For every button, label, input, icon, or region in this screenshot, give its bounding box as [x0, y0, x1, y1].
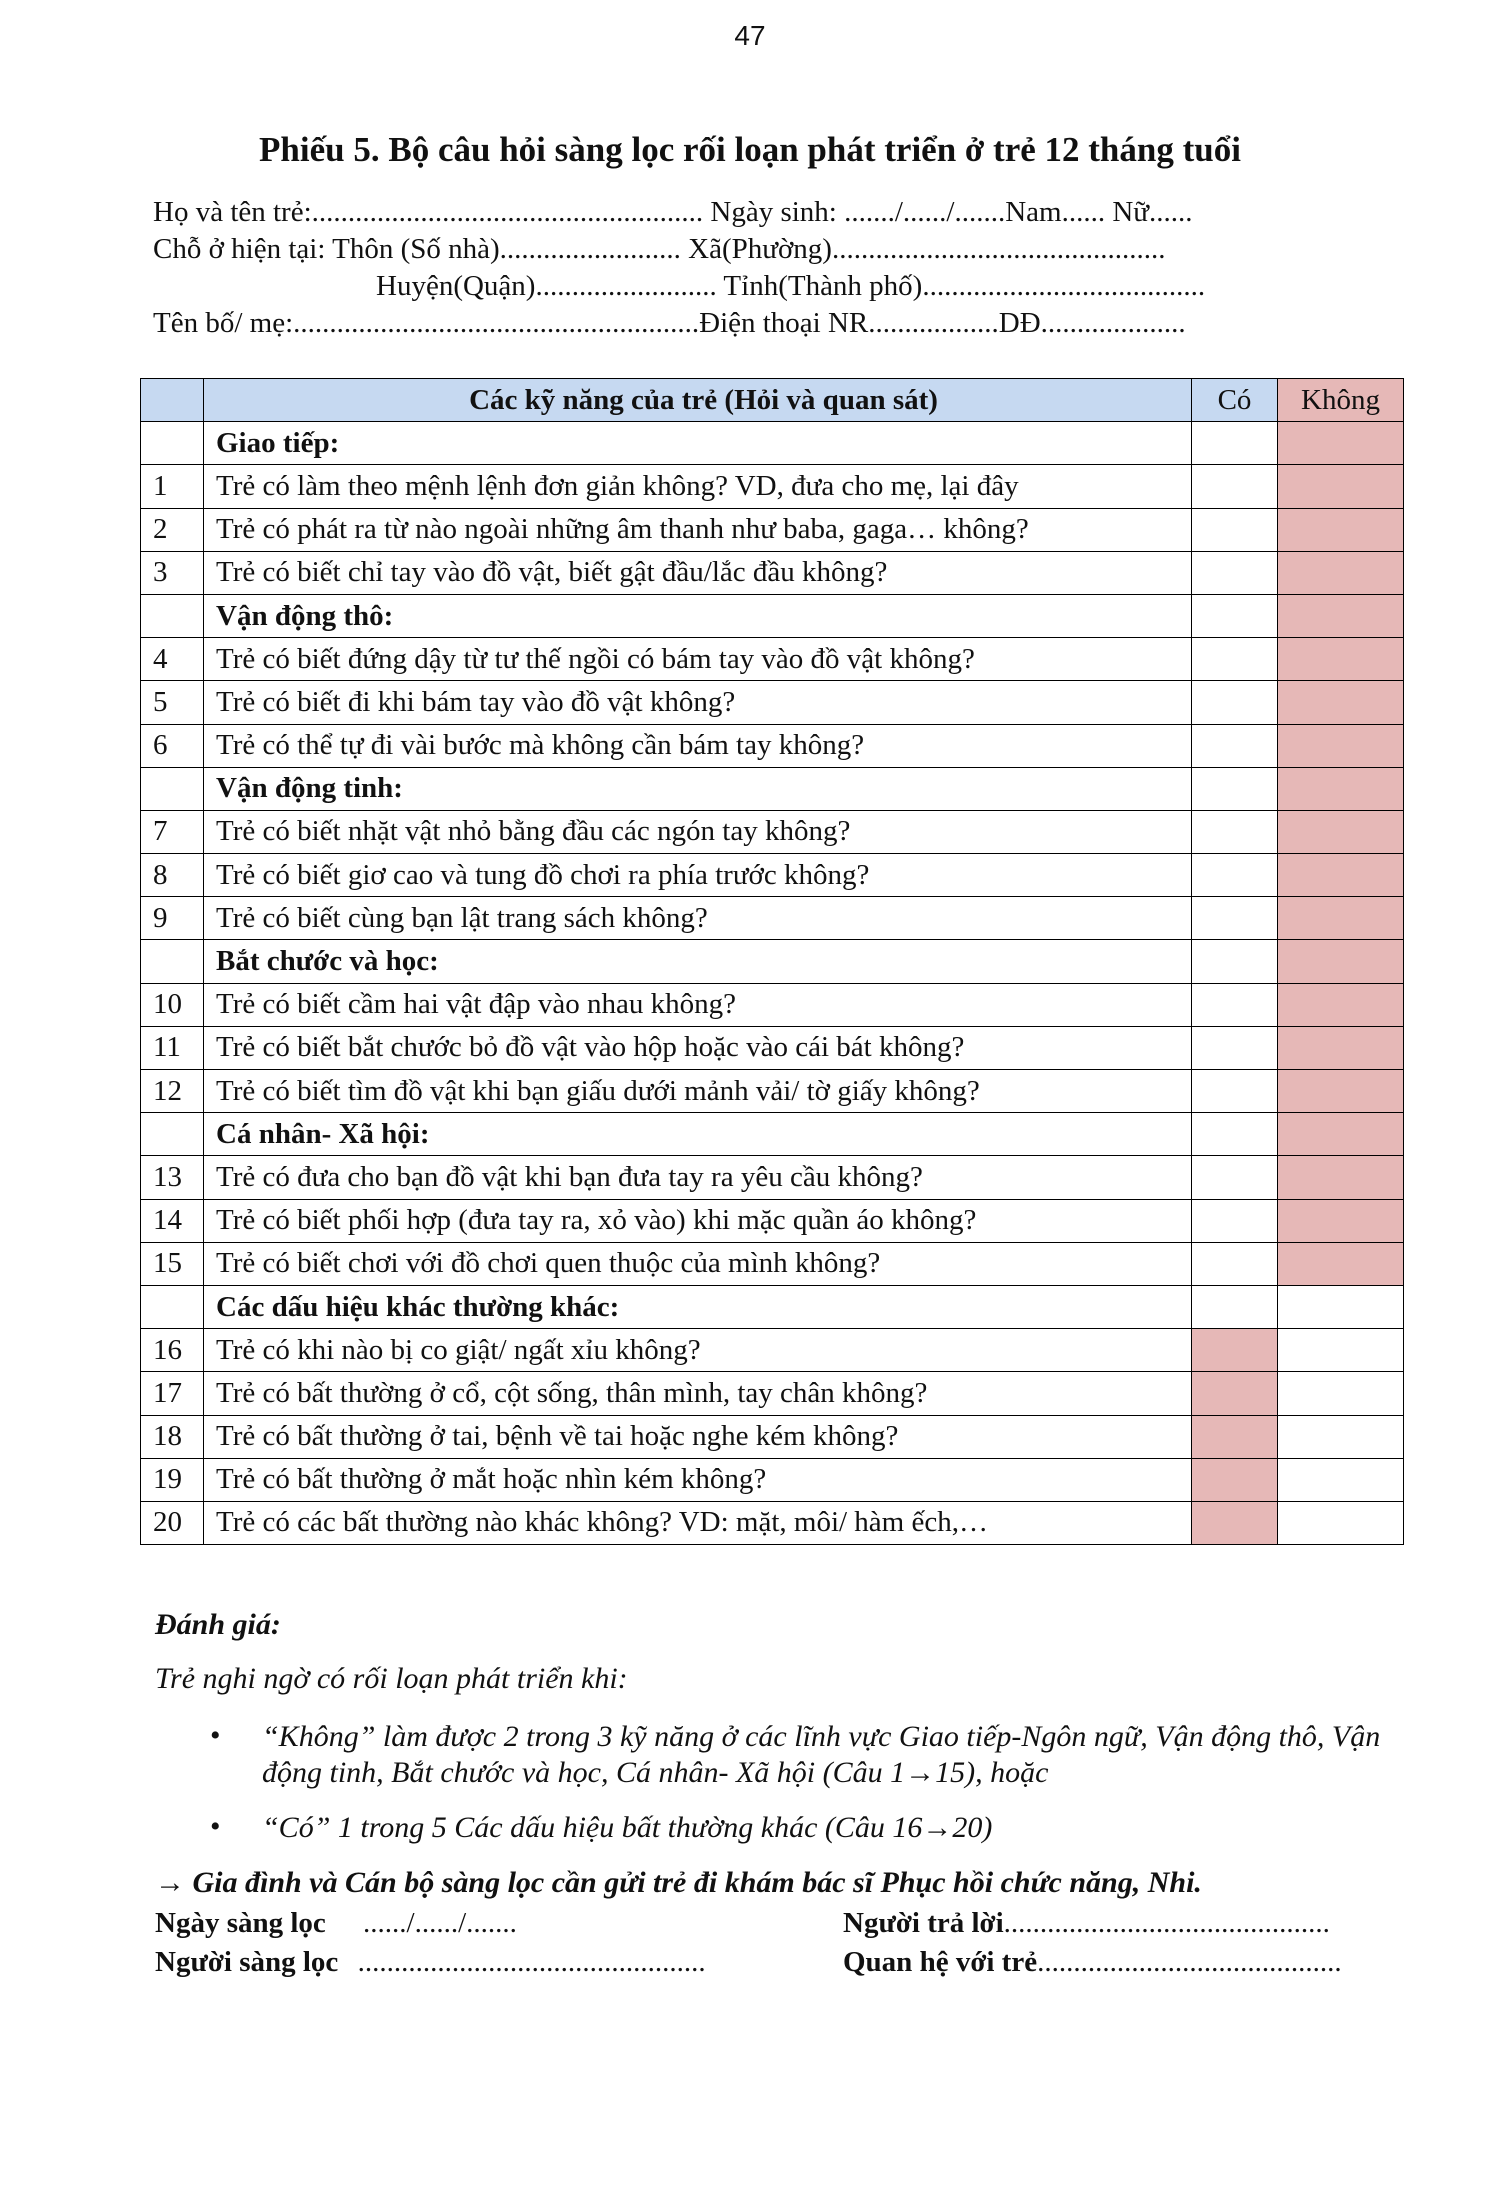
evaluation-criterion-2: “Có” 1 trong 5 Các dấu hiệu bất thường khác (Câu 16→20)	[262, 1811, 993, 1844]
question-number: 2	[141, 508, 204, 551]
question-number: 18	[141, 1415, 204, 1458]
answer-yes-cell[interactable]	[1192, 1501, 1278, 1544]
question-text: Trẻ có biết phối hợp (đưa tay ra, xỏ vào) khi mặc quần áo không?	[204, 1199, 1192, 1242]
answer-yes-cell[interactable]	[1192, 422, 1278, 465]
answer-yes-cell[interactable]	[1192, 897, 1278, 940]
question-number: 6	[141, 724, 204, 767]
question-text: Trẻ có biết chỉ tay vào đồ vật, biết gật đầu/lắc đầu không?	[204, 551, 1192, 594]
table-row	[141, 681, 1404, 724]
question-text: Trẻ có biết đi khi bám tay vào đồ vật không?	[204, 681, 1192, 724]
category-row	[141, 1285, 1404, 1328]
table-row	[141, 1415, 1404, 1458]
table-body	[141, 422, 1404, 1545]
answer-no-cell[interactable]	[1278, 940, 1404, 983]
answer-yes-cell[interactable]	[1192, 594, 1278, 637]
category-label: Vận động thô:	[204, 594, 1192, 637]
question-number: 9	[141, 897, 204, 940]
question-text: Trẻ có biết bắt chước bỏ đồ vật vào hộp hoặc vào cái bát không?	[204, 1026, 1192, 1069]
answer-no-cell[interactable]	[1278, 1458, 1404, 1501]
answer-no-cell[interactable]	[1278, 1026, 1404, 1069]
question-text: Trẻ có bất thường ở cổ, cột sống, thân mình, tay chân không?	[204, 1372, 1192, 1415]
screener-label: Người sàng lọc	[155, 1946, 339, 1978]
category-label: Bắt chước và học:	[204, 940, 1192, 983]
referral-conclusion: → Gia đình và Cán bộ sàng lọc cần gửi trẻ đi khám bác sĩ Phục hồi chức năng, Nhi.	[155, 1866, 1202, 1899]
question-text: Trẻ có biết tìm đồ vật khi bạn giấu dưới mảnh vải/ tờ giấy không?	[204, 1070, 1192, 1113]
table-row	[141, 1026, 1404, 1069]
category-row	[141, 1113, 1404, 1156]
answer-yes-cell[interactable]	[1192, 1458, 1278, 1501]
relation-label: Quan hệ với trẻ	[843, 1946, 1038, 1978]
category-number-cell	[141, 767, 204, 810]
answer-no-cell[interactable]	[1278, 1415, 1404, 1458]
question-text: Trẻ có phát ra từ nào ngoài những âm thanh như baba, gaga… không?	[204, 508, 1192, 551]
evaluation-heading: Đánh giá:	[155, 1608, 281, 1641]
question-number: 1	[141, 465, 204, 508]
answer-no-cell[interactable]	[1278, 1070, 1404, 1113]
category-row	[141, 594, 1404, 637]
table-row	[141, 638, 1404, 681]
question-text: Trẻ có đưa cho bạn đồ vật khi bạn đưa tay ra yêu cầu không?	[204, 1156, 1192, 1199]
answer-yes-cell[interactable]	[1192, 767, 1278, 810]
question-number: 3	[141, 551, 204, 594]
answer-no-cell[interactable]	[1278, 508, 1404, 551]
question-number: 4	[141, 638, 204, 681]
answer-no-cell[interactable]	[1278, 465, 1404, 508]
parent-line: Tên bố/ mẹ:........................................................Điện thoại NR..................DĐ....................	[153, 307, 1186, 339]
answer-yes-cell[interactable]	[1192, 1372, 1278, 1415]
answer-yes-cell[interactable]	[1192, 1070, 1278, 1113]
table-row	[141, 897, 1404, 940]
answer-yes-cell[interactable]	[1192, 681, 1278, 724]
category-label: Cá nhân- Xã hội:	[204, 1113, 1192, 1156]
question-number: 14	[141, 1199, 204, 1242]
respondent-value[interactable]: .............................................	[1003, 1907, 1330, 1939]
answer-yes-cell[interactable]	[1192, 940, 1278, 983]
category-row	[141, 422, 1404, 465]
bullet-dot: •	[210, 1719, 221, 1752]
answer-yes-cell[interactable]	[1192, 983, 1278, 1026]
answer-yes-cell[interactable]	[1192, 724, 1278, 767]
answer-no-cell[interactable]	[1278, 1285, 1404, 1328]
question-number: 19	[141, 1458, 204, 1501]
header-number-cell	[141, 379, 204, 422]
answer-yes-cell[interactable]	[1192, 1285, 1278, 1328]
answer-yes-cell[interactable]	[1192, 854, 1278, 897]
answer-yes-cell[interactable]	[1192, 1242, 1278, 1285]
screen-date-label: Ngày sàng lọc	[155, 1907, 326, 1939]
question-text: Trẻ có bất thường ở mắt hoặc nhìn kém không?	[204, 1458, 1192, 1501]
table-row	[141, 1199, 1404, 1242]
answer-yes-cell[interactable]	[1192, 810, 1278, 853]
answer-yes-cell[interactable]	[1192, 465, 1278, 508]
category-label: Giao tiếp:	[204, 422, 1192, 465]
table-row	[141, 465, 1404, 508]
answer-yes-cell[interactable]	[1192, 1026, 1278, 1069]
screener-field	[155, 1946, 706, 1979]
table-header	[141, 379, 1404, 422]
question-number: 20	[141, 1501, 204, 1544]
question-number: 11	[141, 1026, 204, 1069]
question-number: 15	[141, 1242, 204, 1285]
category-label: Vận động tinh:	[204, 767, 1192, 810]
answer-no-cell[interactable]	[1278, 1329, 1404, 1372]
question-text: Trẻ có bất thường ở tai, bệnh về tai hoặc nghe kém không?	[204, 1415, 1192, 1458]
answer-no-cell[interactable]	[1278, 681, 1404, 724]
category-number-cell	[141, 594, 204, 637]
category-row	[141, 767, 1404, 810]
category-row	[141, 940, 1404, 983]
table-row	[141, 1329, 1404, 1372]
form-title: Phiếu 5. Bộ câu hỏi sàng lọc rối loạn phát triển ở trẻ 12 tháng tuổi	[259, 130, 1241, 169]
screen-date-field	[155, 1907, 517, 1940]
table-row	[141, 983, 1404, 1026]
answer-yes-cell[interactable]	[1192, 1329, 1278, 1372]
answer-no-cell[interactable]	[1278, 854, 1404, 897]
question-text: Trẻ có biết đứng dậy từ tư thế ngồi có bám tay vào đồ vật không?	[204, 638, 1192, 681]
question-number: 17	[141, 1372, 204, 1415]
answer-yes-cell[interactable]	[1192, 1415, 1278, 1458]
table-row	[141, 810, 1404, 853]
question-number: 7	[141, 810, 204, 853]
respondent-field	[843, 1907, 1330, 1940]
question-number: 16	[141, 1329, 204, 1372]
category-number-cell	[141, 1113, 204, 1156]
answer-no-cell[interactable]	[1278, 724, 1404, 767]
answer-no-cell[interactable]	[1278, 767, 1404, 810]
table-row	[141, 1156, 1404, 1199]
table-row	[141, 1242, 1404, 1285]
question-number: 10	[141, 983, 204, 1026]
question-text: Trẻ có biết chơi với đồ chơi quen thuộc của mình không?	[204, 1242, 1192, 1285]
evaluation-criterion-1: “Không” làm được 2 trong 3 kỹ năng ở các lĩnh vực Giao tiếp-Ngôn ngữ, Vận động thô, Vận động tinh, Bắt chước và học, Cá nhân- Xã hội (Câu 1→15), hoặc	[262, 1720, 1381, 1789]
answer-no-cell[interactable]	[1278, 1501, 1404, 1544]
question-text: Trẻ có biết cùng bạn lật trang sách không?	[204, 897, 1192, 940]
table-row	[141, 1070, 1404, 1113]
table-row	[141, 508, 1404, 551]
table-row	[141, 1372, 1404, 1415]
table-row	[141, 854, 1404, 897]
page-number: 47	[734, 20, 766, 51]
respondent-label: Người trả lời	[843, 1907, 1004, 1939]
bullet-dot: •	[210, 1810, 221, 1843]
answer-yes-cell[interactable]	[1192, 1156, 1278, 1199]
answer-yes-cell[interactable]	[1192, 508, 1278, 551]
question-text: Trẻ có các bất thường nào khác không? VD: mặt, môi/ hàm ếch,…	[204, 1501, 1192, 1544]
category-number-cell	[141, 940, 204, 983]
screener-value[interactable]: ................................................	[357, 1946, 706, 1978]
child-name-line: Họ và tên trẻ:...................................................... Ngày sinh: ......./....../.......Nam...... Nữ......	[153, 196, 1193, 228]
answer-no-cell[interactable]	[1278, 983, 1404, 1026]
answer-yes-cell[interactable]	[1192, 638, 1278, 681]
question-number: 5	[141, 681, 204, 724]
table-row	[141, 551, 1404, 594]
question-number: 12	[141, 1070, 204, 1113]
table-row	[141, 1501, 1404, 1544]
relation-field	[843, 1946, 1342, 1979]
category-label: Các dấu hiệu khác thường khác:	[204, 1285, 1192, 1328]
answer-yes-cell[interactable]	[1192, 1199, 1278, 1242]
answer-no-cell[interactable]	[1278, 810, 1404, 853]
answer-no-cell[interactable]	[1278, 551, 1404, 594]
question-number: 13	[141, 1156, 204, 1199]
screening-table	[140, 378, 1404, 1545]
answer-no-cell[interactable]	[1278, 1199, 1404, 1242]
evaluation-intro: Trẻ nghi ngờ có rối loạn phát triển khi:	[155, 1662, 628, 1695]
category-number-cell	[141, 1285, 204, 1328]
header-no: Không	[1278, 379, 1404, 422]
district-line: Huyện(Quận)......................... Tỉnh(Thành phố).......................................	[376, 270, 1206, 302]
screen-date-value[interactable]: ....../....../.......	[363, 1907, 517, 1939]
answer-yes-cell[interactable]	[1192, 551, 1278, 594]
category-number-cell	[141, 422, 204, 465]
answer-no-cell[interactable]	[1278, 638, 1404, 681]
relation-value[interactable]: ..........................................	[1037, 1946, 1342, 1978]
answer-no-cell[interactable]	[1278, 1156, 1404, 1199]
answer-no-cell[interactable]	[1278, 1113, 1404, 1156]
header-yes: Có	[1192, 379, 1278, 422]
answer-yes-cell[interactable]	[1192, 1113, 1278, 1156]
question-text: Trẻ có biết giơ cao và tung đồ chơi ra phía trước không?	[204, 854, 1192, 897]
question-text: Trẻ có biết cầm hai vật đập vào nhau không?	[204, 983, 1192, 1026]
address-line: Chỗ ở hiện tại: Thôn (Số nhà)......................... Xã(Phường)..............................................	[153, 233, 1166, 265]
answer-no-cell[interactable]	[1278, 897, 1404, 940]
header-skills: Các kỹ năng của trẻ (Hỏi và quan sát)	[204, 379, 1192, 422]
question-text: Trẻ có biết nhặt vật nhỏ bằng đầu các ngón tay không?	[204, 810, 1192, 853]
answer-no-cell[interactable]	[1278, 1372, 1404, 1415]
question-text: Trẻ có khi nào bị co giật/ ngất xỉu không?	[204, 1329, 1192, 1372]
answer-no-cell[interactable]	[1278, 422, 1404, 465]
table-row	[141, 1458, 1404, 1501]
answer-no-cell[interactable]	[1278, 594, 1404, 637]
answer-no-cell[interactable]	[1278, 1242, 1404, 1285]
question-number: 8	[141, 854, 204, 897]
question-text: Trẻ có làm theo mệnh lệnh đơn giản không? VD, đưa cho mẹ, lại đây	[204, 465, 1192, 508]
table-row	[141, 724, 1404, 767]
question-text: Trẻ có thể tự đi vài bước mà không cần bám tay không?	[204, 724, 1192, 767]
